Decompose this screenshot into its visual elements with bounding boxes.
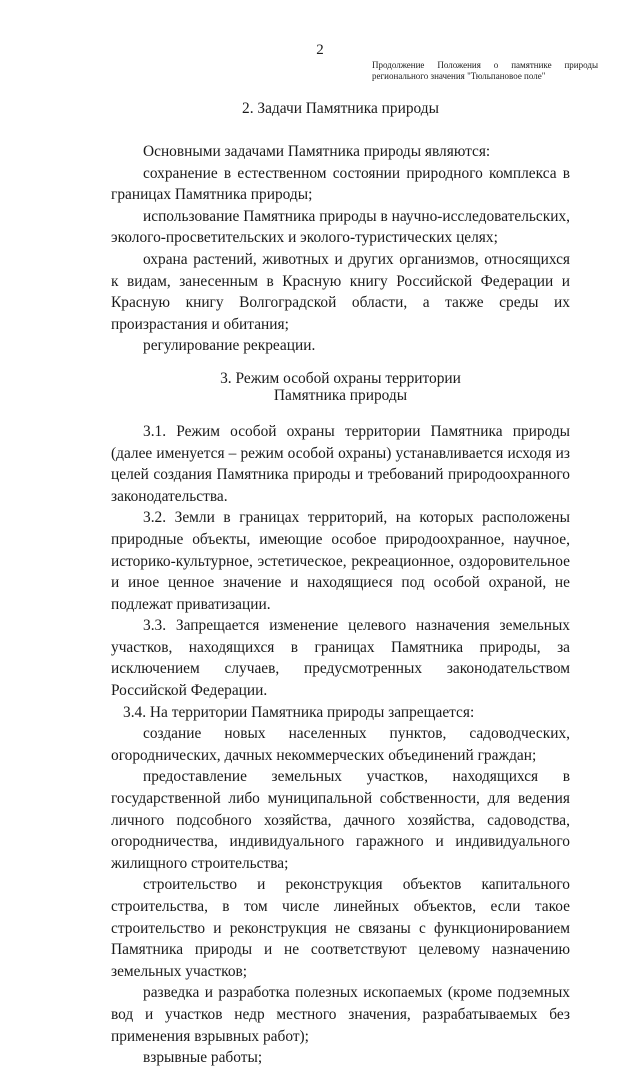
- page-number: 2: [316, 42, 324, 58]
- paragraph: предоставление земельных участков, находящихся в государственной либо муниципальной собственности, для ведения личного подсобного хозяйства, дачного хозяйства, садоводства, огородничества, индивидуального гаражного и индивидуального жилищного строительства;: [111, 768, 570, 872]
- paragraph: охрана растений, животных и других организмов, относящихся к видам, занесенным в Красную книгу Российской Федерации и Красную книгу Волгоградской области, а также среды их произрастания и обитания;: [111, 250, 570, 333]
- running-header: Продолжение Положения о памятнике природы регионального значения "Тюльпановое поле": [372, 60, 598, 81]
- paragraph: 3.1. Режим особой охраны территории Памятника природы (далее именуется – режим особой охраны) устанавливается исходя из целей создания Памятника природы и требований природоохранного законодательства.: [111, 422, 570, 505]
- paragraph: регулирование рекреации.: [143, 337, 316, 355]
- paragraph: сохранение в естественном состоянии природного комплекса в границах Памятника природы;: [111, 164, 570, 204]
- paragraph: 3.3. Запрещается изменение целевого назначения земельных участков, находящихся в границах Памятника природы, за исключением случаев, предусмотренных законодательством Российской Федерации.: [111, 617, 570, 700]
- section-3-title-line-1: 3. Режим особой охраны территории: [220, 369, 461, 387]
- paragraph: 3.2. Земли в границах территорий, на которых расположены природные объекты, имеющие особое природоохранное, научное, историко-культурное, эстетическое, рекреационное, оздоровительное и иное ценное значение и находящиеся под особой охраной, не подлежат приватизации.: [111, 509, 570, 613]
- paragraph: строительство и реконструкция объектов капитального строительства, в том числе линейных объектов, если такое строительство и реконструкция не связаны с функционированием Памятника природы и не соответствуют целевому назначению земельных участков;: [111, 876, 570, 980]
- paragraph: взрывные работы;: [143, 1049, 263, 1067]
- section-3-title: [111, 370, 570, 404]
- paragraph: использование Памятника природы в научно-исследовательских, эколого-просветительских и эколого-туристических целях;: [111, 207, 570, 247]
- section-2-title: 2. Задачи Памятника природы: [242, 100, 439, 117]
- paragraph: 3.4. На территории Памятника природы запрещается:: [123, 703, 475, 721]
- document-body: [111, 100, 570, 1069]
- paragraph: Основными задачами Памятника природы являются:: [143, 143, 491, 160]
- section-3-title-line-2: Памятника природы: [273, 386, 408, 404]
- paragraph: создание новых населенных пунктов, садоводческих, огороднических, дачных некоммерческих объединений граждан;: [111, 725, 570, 764]
- paragraph: разведка и разработка полезных ископаемых (кроме подземных вод и участков недр местного значения, разрабатываемых без применения взрывных работ);: [111, 984, 570, 1045]
